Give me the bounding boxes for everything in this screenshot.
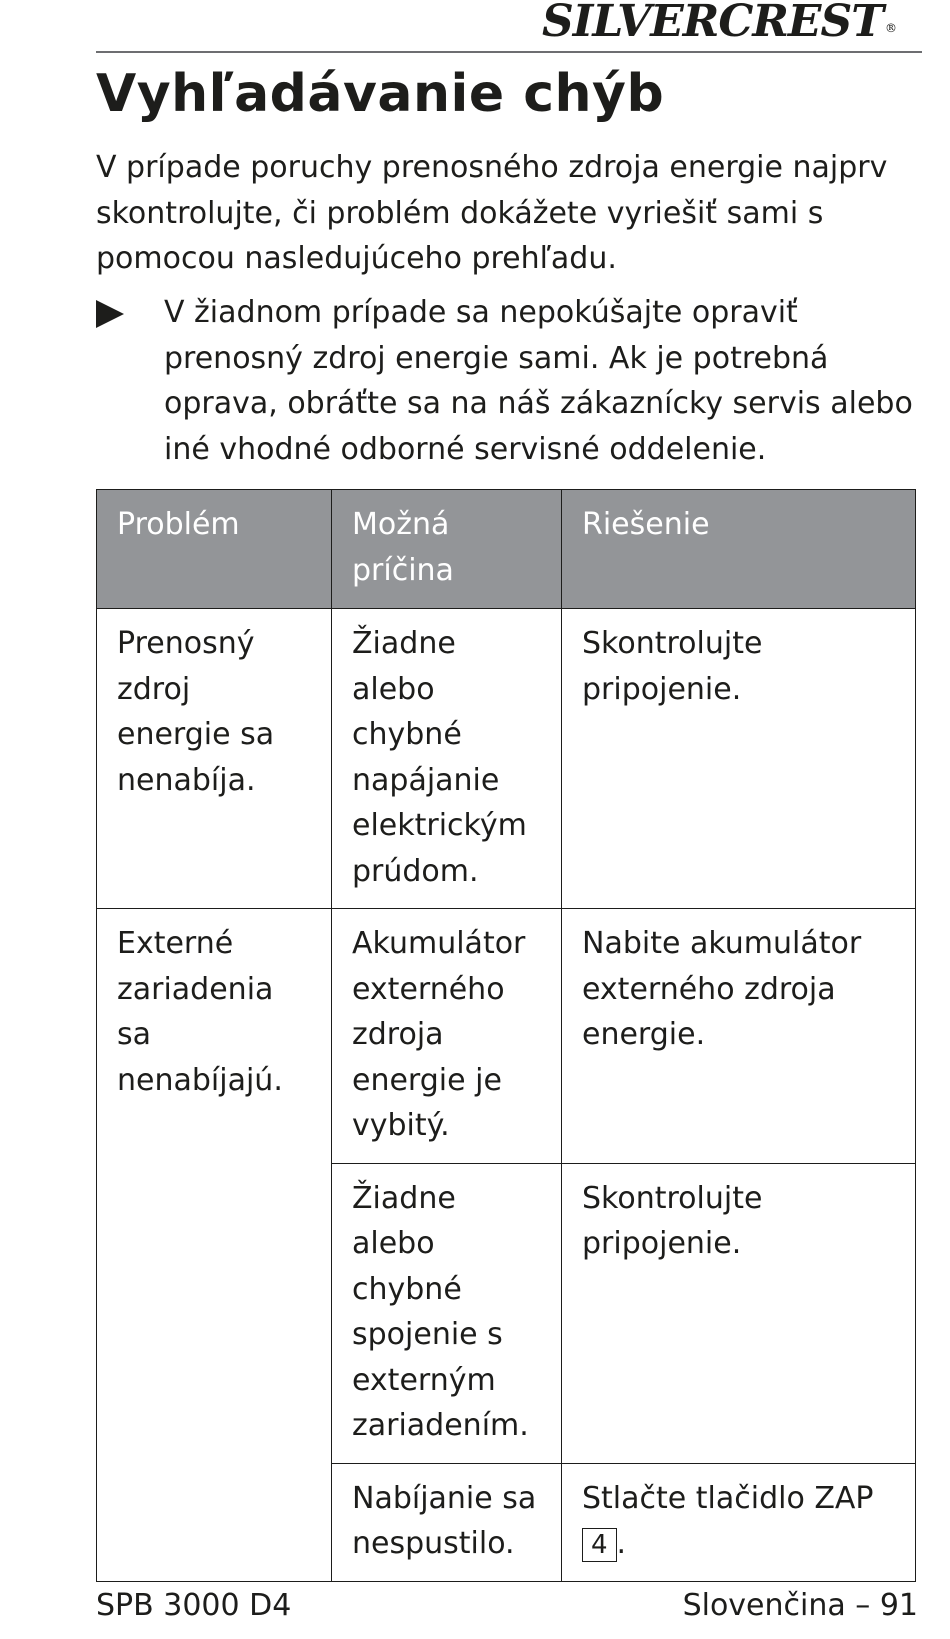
arrow-bullet-icon <box>96 300 124 328</box>
page-title: Vyhľadávanie chýb <box>96 64 665 124</box>
registered-mark: ® <box>885 21 896 35</box>
cause-cell: Nabíjanie sa nespustilo. <box>332 1463 562 1581</box>
solution-cell: Skontrolujte pripojenie. <box>562 609 916 909</box>
table-row <box>97 909 916 1164</box>
solution-cell <box>562 1463 916 1581</box>
intro-paragraph: V prípade poruchy prenosného zdroja energie najprv skontrolujte, či problém dokážete vyriešiť sami s pomocou nasledujúceho prehľadu. <box>96 150 888 276</box>
cause-cell: Akumulátor externého zdroja energie je vybitý. <box>332 909 562 1164</box>
table-header-row <box>97 490 916 609</box>
problem-cell: Externé zariadenia sa nenabíjajú. <box>97 909 332 1582</box>
footer-model: SPB 3000 D4 <box>96 1588 292 1623</box>
troubleshooting-table <box>96 489 916 1582</box>
header-problem: Problém <box>97 490 332 609</box>
cause-cell: Žiadne alebo chybné napájanie elektrickým prúdom. <box>332 609 562 909</box>
key-reference-badge: 4 <box>582 1528 617 1562</box>
solution-end: . <box>616 1526 627 1561</box>
note-item <box>96 290 916 472</box>
header-solution: Riešenie <box>562 490 916 609</box>
brand-logo: SILVERCREST ® <box>542 0 896 47</box>
solution-cell: Nabite akumulátor externého zdroja energie. <box>562 909 916 1164</box>
cause-cell: Žiadne alebo chybné spojenie s externým zariadením. <box>332 1163 562 1463</box>
header-rule <box>96 51 922 53</box>
problem-cell: Prenosný zdroj energie sa nenabíja. <box>97 609 332 909</box>
note-text: V žiadnom prípade sa nepokúšajte opraviť prenosný zdroj energie sami. Ak je potrebná oprava, obráťte sa na náš zákaznícky servis alebo iné vhodné odborné servisné oddelenie. <box>164 295 913 467</box>
footer-page-label: Slovenčina – 91 <box>682 1588 918 1623</box>
solution-cell: Skontrolujte pripojenie. <box>562 1163 916 1463</box>
table-row <box>97 609 916 909</box>
header-cause: Možná príčina <box>332 490 562 609</box>
solution-text: Stlačte tlačidlo ZAP <box>582 1480 874 1516</box>
